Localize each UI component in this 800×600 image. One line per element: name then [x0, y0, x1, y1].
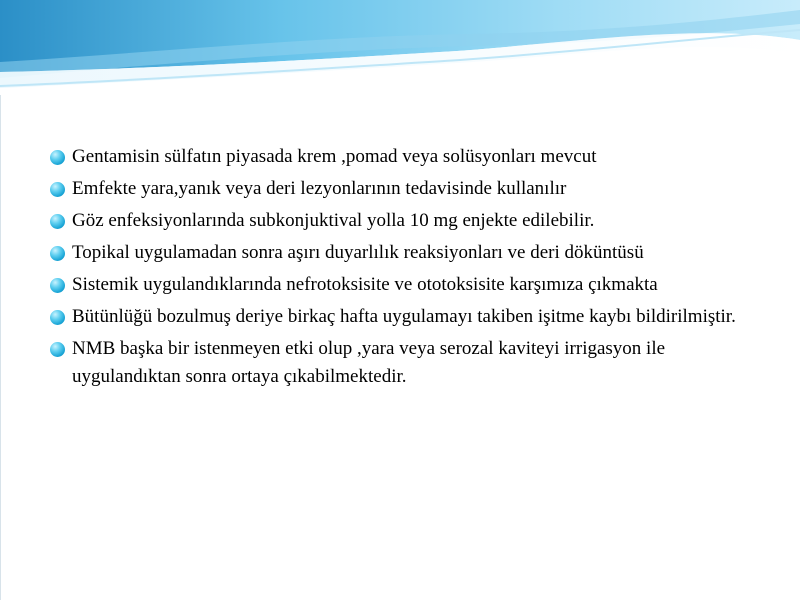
bullet-text: Emfekte yara,yanık veya deri lezyonlarının tedavisinde kullanılır — [72, 178, 567, 199]
bullet-text: Topikal uygulamadan sonra aşırı duyarlılık reaksiyonları ve deri döküntüsü — [72, 242, 644, 263]
bullet-dot-icon — [50, 342, 65, 357]
bullet-list — [48, 143, 768, 395]
bullet-text: Gentamisin sülfatın piyasada krem ,pomad veya solüsyonları mevcut — [72, 146, 597, 167]
list-item — [48, 175, 768, 203]
bullet-text: Göz enfeksiyonlarında subkonjuktival yolla 10 mg enjekte edilebilir. — [72, 210, 595, 231]
bullet-dot-icon — [50, 278, 65, 293]
list-item — [48, 143, 768, 171]
bullet-text: Bütünlüğü bozulmuş deriye birkaç hafta uygulamayı takiben işitme kaybı bildirilmiştir. — [72, 306, 736, 327]
bullet-dot-icon — [50, 214, 65, 229]
bullet-dot-icon — [50, 150, 65, 165]
list-item — [48, 207, 768, 235]
list-item — [48, 239, 768, 267]
bullet-dot-icon — [50, 182, 65, 197]
list-item — [48, 335, 768, 391]
list-item — [48, 271, 768, 299]
bullet-text: NMB başka bir istenmeyen etki olup ,yara veya serozal kaviteyi irrigasyon ile uygulandıktan sonra ortaya çıkabilmektedir. — [72, 338, 666, 387]
bullet-dot-icon — [50, 246, 65, 261]
header-wave-decoration — [0, 0, 800, 95]
list-item — [48, 303, 768, 331]
bullet-dot-icon — [50, 310, 65, 325]
bullet-text: Sistemik uygulandıklarında nefrotoksisite ve ototoksisite karşımıza çıkmakta — [72, 274, 658, 295]
